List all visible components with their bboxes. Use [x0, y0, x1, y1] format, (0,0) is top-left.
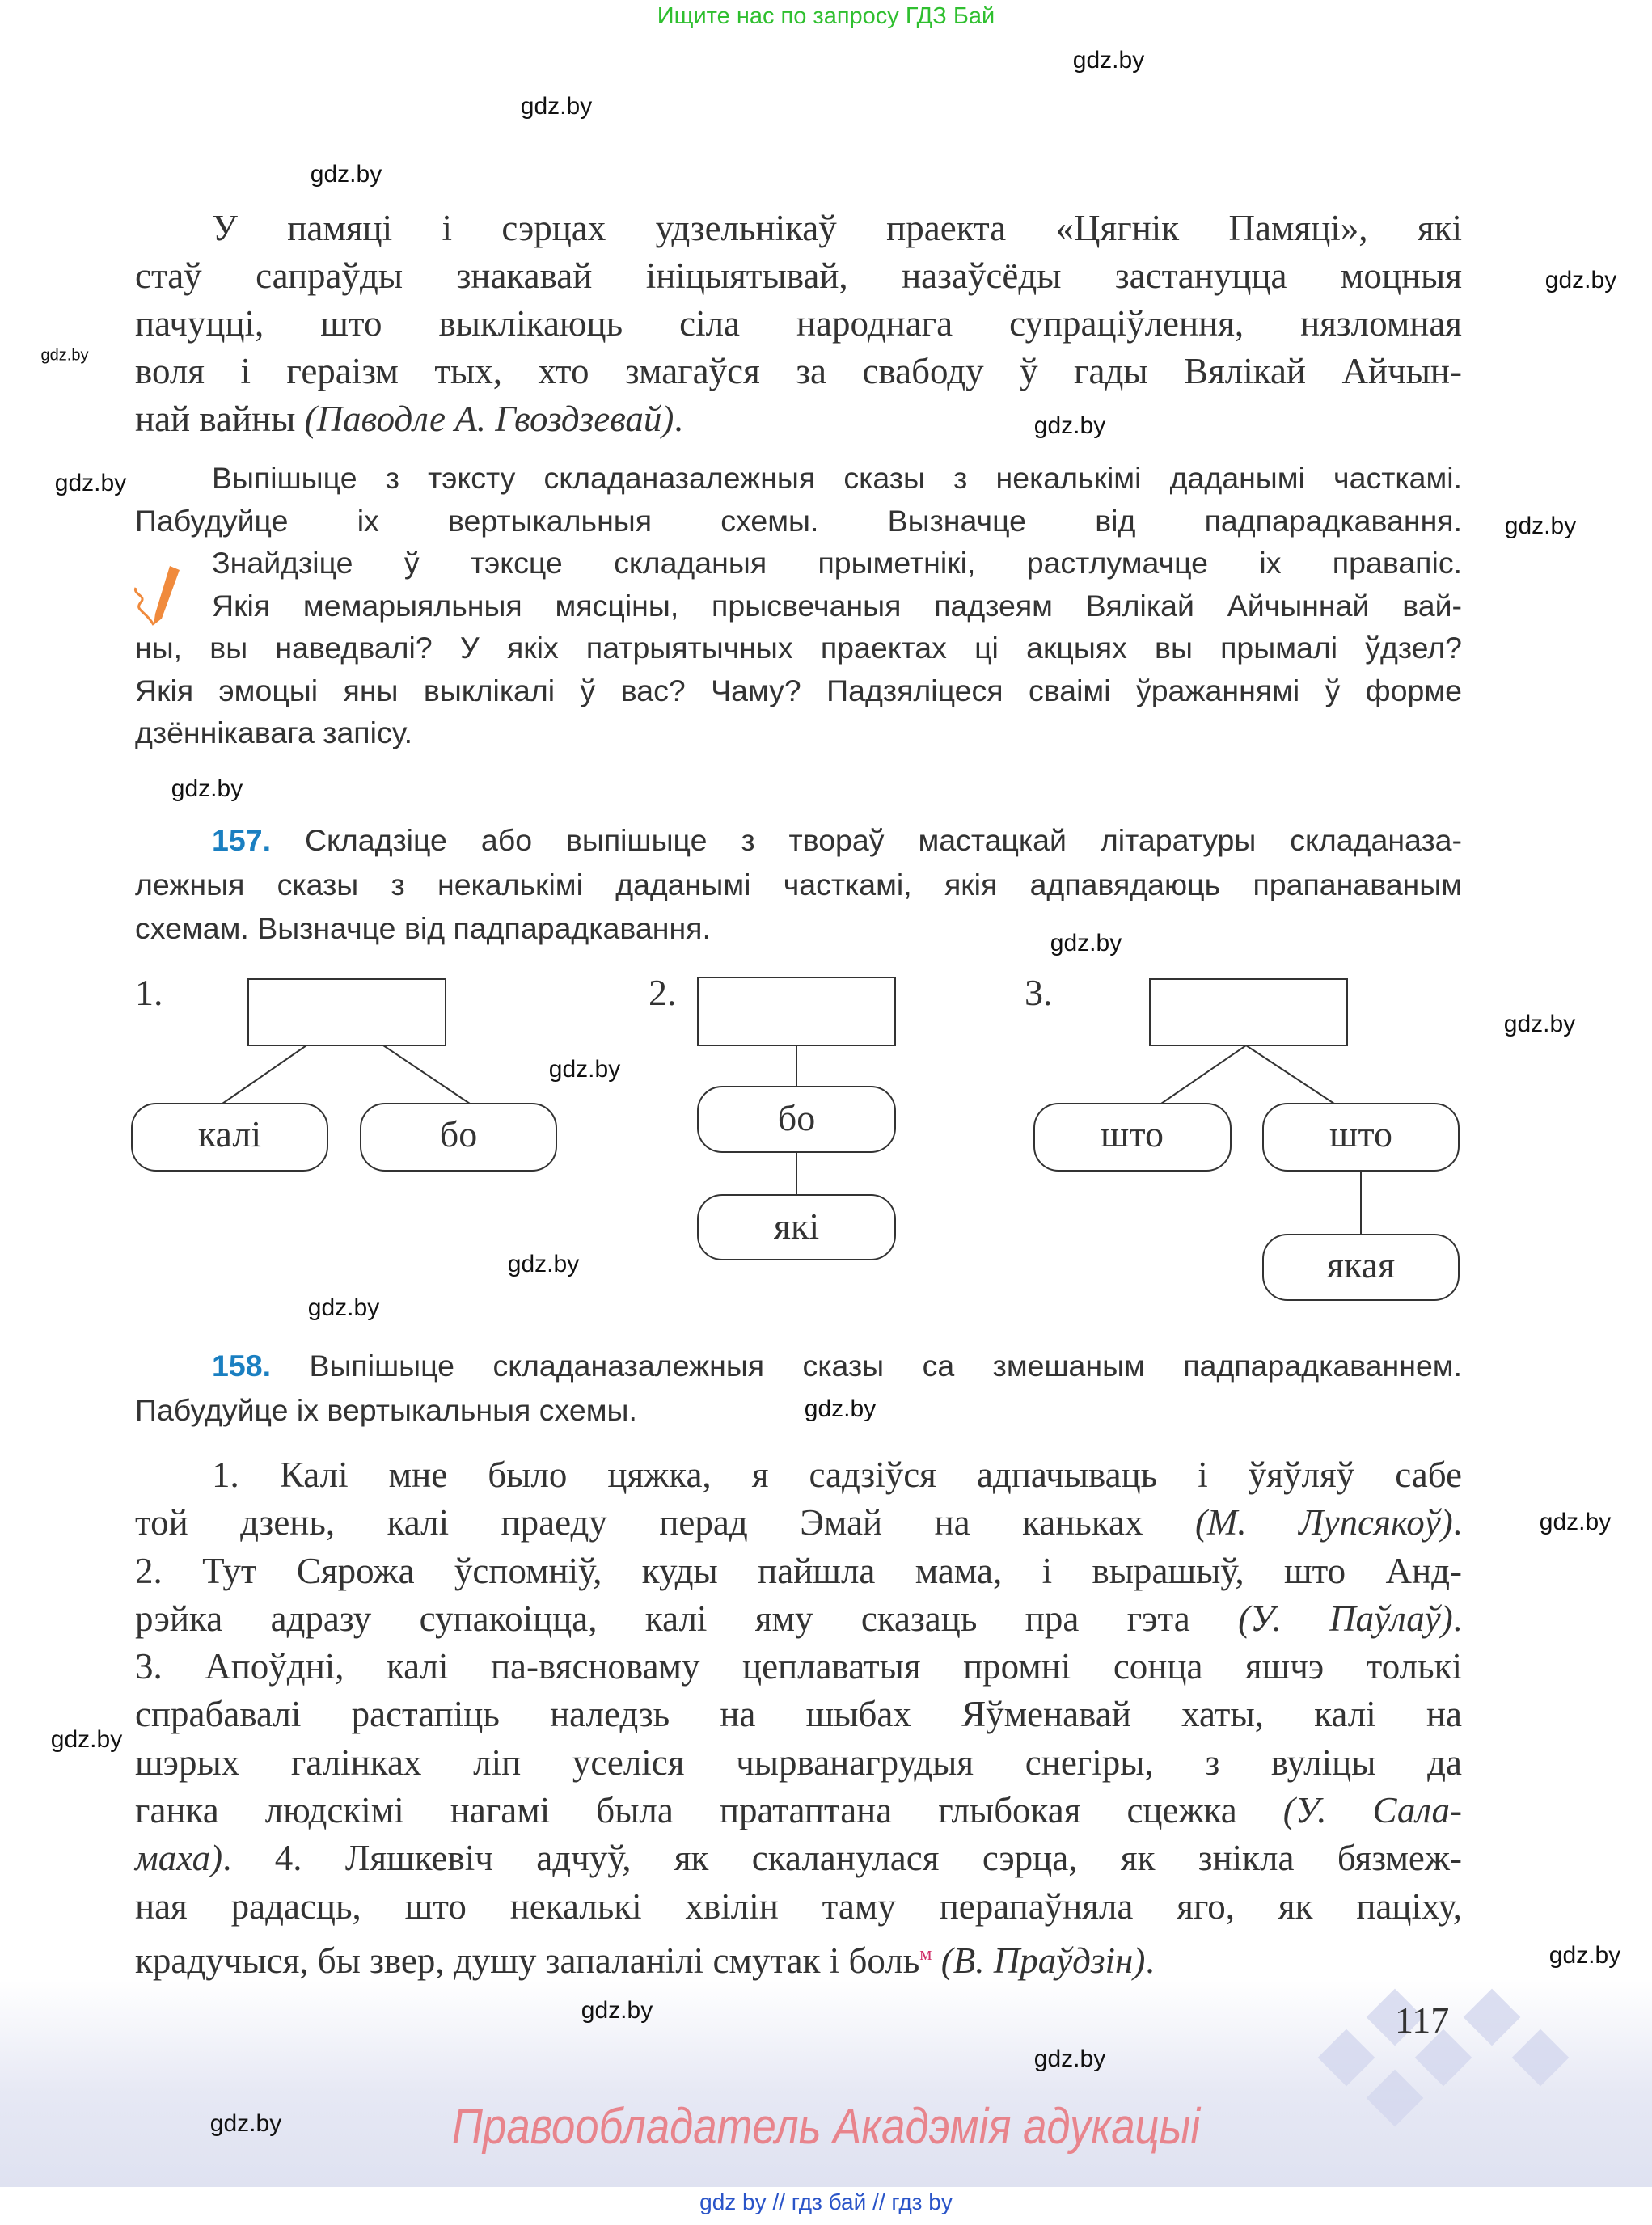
scheme-3-main-box: [1150, 979, 1347, 1045]
watermark: gdz.by: [54, 470, 127, 496]
sentences-line: [135, 1643, 1462, 1691]
sentences-line: [135, 1787, 1462, 1834]
author-citation: (Паводле А. Гвоздзевай): [304, 399, 674, 439]
sentences-line: [135, 1739, 1462, 1787]
watermark: gdz.by: [1503, 1011, 1576, 1037]
sentences-line: [135, 1547, 1462, 1595]
text-segment: крадучыся, бы звер, душу запаланілі смутак і боль: [135, 1940, 920, 1981]
pencil-icon: [129, 562, 194, 635]
author-citation: (У. Паўлаў): [1238, 1598, 1453, 1639]
text-segment: Складзіце або выпішыце з твораў мастацкай літаратуры складаназа-: [304, 823, 1463, 857]
watermark: gdz.by: [171, 775, 243, 802]
watermark: gdz.by: [520, 93, 593, 120]
sentences-line: [135, 1499, 1462, 1547]
exercise-157-line: [135, 906, 1462, 951]
intro-text: [135, 205, 1462, 443]
sentences-line: [135, 1451, 1462, 1499]
copyright-holder: Правообладатель Акадэмія адукацыі: [451, 2099, 1201, 2155]
text-segment: . 4. Ляшкевіч адчуў, як скаланулася сэрца, як знікла бязмеж-: [222, 1838, 1462, 1879]
text-segment: .: [1145, 1940, 1155, 1981]
bottom-links[interactable]: gdz by // гдз бай // гдз by: [699, 2189, 953, 2214]
text-segment: Выпішыце з тэксту складаназалежныя сказы з некалькімі даданымі часткамі.: [212, 461, 1462, 495]
exercise-158-line: [135, 1388, 1462, 1433]
author-citation: (В. Праўдзін): [940, 1940, 1146, 1981]
text-segment: лежныя сказы з некалькімі даданымі часткамі, якія адпавядаюць прапанаваным: [135, 867, 1462, 901]
text-segment: Пабудуйце іх вертыкальныя схемы.: [135, 1392, 637, 1427]
text-segment: .: [1452, 1598, 1462, 1639]
scheme-node-label: калі: [197, 1113, 262, 1155]
text-segment: шэрых галінках ліп уселіся чырванагрудыя снегіры, з вуліцы да: [135, 1742, 1462, 1783]
watermark: gdz.by: [1539, 1509, 1612, 1535]
text-segment: спрабавалі растапіць наледзь на шыбах Яўменавай хаты, калі на: [135, 1694, 1462, 1735]
text-segment: стаў сапраўды знакавай ініцыятывай, назаўсёды застануцца моцныя: [135, 255, 1462, 296]
text-segment: 1. Калі мне было цяжка, я садзіўся адпачываць і ўяўляў сабе: [212, 1454, 1462, 1495]
text-segment: 2. Тут Сярожа ўспомніў, куды пайшла мама, і вырашыў, што Анд-: [135, 1550, 1462, 1591]
text-segment: Выпішыце складаназалежныя сказы са змешаным падпарадкаваннем.: [309, 1349, 1463, 1383]
text-segment: рэйка адразу супакоіцца, калі яму сказаць пра гэта: [135, 1598, 1239, 1639]
author-citation: маха): [135, 1838, 223, 1879]
scheme-node-label: што: [1329, 1113, 1392, 1155]
exercise-number: 158.: [212, 1349, 271, 1383]
sentences-line: [135, 1595, 1462, 1643]
text-segment: най вайны: [135, 399, 305, 439]
watermark: gdz.by: [804, 1395, 877, 1422]
tasks-line: [135, 585, 1462, 627]
watermark: gdz.by: [1504, 513, 1577, 539]
scheme-node-label: бо: [777, 1097, 816, 1138]
text-segment: Якія эмоцыі яны выклікалі ў вас? Чаму? Падзяліцеся сваімі ўражаннямі ў форме: [135, 673, 1462, 707]
scheme-label: 1.: [135, 972, 163, 1013]
sentences-line: [135, 1883, 1462, 1931]
intro-line: [135, 348, 1462, 395]
text-segment: Пабудуйце іх вертыкальныя схемы. Вызначце від падпарадкавання.: [135, 503, 1462, 538]
page-number: 117: [1395, 1999, 1450, 2041]
exercise-number: 157.: [212, 823, 271, 857]
watermark: gdz.by: [1033, 412, 1106, 439]
sentences-line: [135, 1834, 1462, 1882]
scheme-node-label: што: [1101, 1113, 1164, 1155]
scheme-node-label: бо: [439, 1113, 478, 1155]
tasks-line: [135, 457, 1462, 500]
sentences-line: [135, 1691, 1462, 1738]
watermark: gdz.by: [209, 2110, 282, 2137]
text-segment: 3. Апоўдні, калі па-вясноваму цеплаватыя промні сонца яшчэ толькі: [135, 1646, 1462, 1687]
intro-line: [135, 252, 1462, 300]
top-search-note: Ищите нас по запросу ГДЗ Бай: [657, 3, 995, 29]
watermark: gdz.by: [310, 161, 382, 188]
exercise-157-line: [135, 863, 1462, 907]
tasks-line: [135, 669, 1462, 712]
scheme-label: 2.: [649, 972, 677, 1013]
tasks-line: [135, 627, 1462, 669]
tasks-line: [135, 500, 1462, 543]
tasks-text: [135, 457, 1462, 754]
watermark: gdz.by: [1050, 930, 1122, 956]
text-segment: .: [674, 399, 683, 439]
sentence-schemes: [0, 954, 1652, 1326]
text-segment: схемам. Вызначце від падпарадкавання.: [135, 911, 711, 945]
text-segment: той дзень, калі праеду перад Эмай на каньках: [135, 1502, 1195, 1543]
tasks-line: [135, 711, 1462, 754]
text-segment: Знайдзіце ў тэксце складаныя прыметнікі, растлумачце іх правапіс.: [212, 546, 1462, 580]
watermark: gdz.by: [1544, 267, 1617, 293]
scheme-node-label: якая: [1326, 1244, 1396, 1286]
text-segment: [932, 1940, 940, 1981]
author-citation: (У. Сала-: [1282, 1790, 1462, 1831]
text-segment: .: [1452, 1502, 1462, 1543]
text-segment: У памяці і сэрцах удзельнікаў праекта «Цягнік Памяці», які: [212, 208, 1462, 248]
text-segment: ная радасць, што некалькі хвілін таму перапаўняла яго, як паціху,: [135, 1885, 1462, 1927]
text-segment: ны, вы наведвалі? У якіх патрыятычных праектах ці акцыях вы прымалі ўдзел?: [135, 631, 1462, 665]
tasks-line: [135, 542, 1462, 585]
exercise-157-line: [135, 818, 1462, 863]
intro-line: [135, 395, 1462, 443]
author-citation: (М. Лупсякоў): [1194, 1502, 1453, 1543]
superscript-mark: м: [919, 1943, 932, 1965]
intro-line: [135, 205, 1462, 252]
watermark: gdz.by: [1072, 47, 1145, 74]
text-segment: Якія мемарыяльныя мясціны, прысвечаныя падзеям Вялікай Айчыннай вай-: [212, 588, 1462, 623]
watermark: gdz.by: [307, 1294, 380, 1321]
exercise-157: [135, 818, 1462, 951]
text-segment: дзённікавага запісу.: [135, 716, 413, 749]
exercise-158: [135, 1344, 1462, 1432]
scheme-label: 3.: [1025, 972, 1053, 1013]
exercise-158-line: [135, 1344, 1462, 1388]
scheme-2-main-box: [698, 977, 895, 1045]
scheme-1-main-box: [248, 979, 446, 1045]
scheme-node-label: які: [773, 1205, 820, 1247]
watermark: gdz.by: [1033, 2046, 1106, 2072]
sentences-line: [135, 1931, 1462, 1985]
text-segment: воля і гераізм тых, хто змагаўся за свабоду ў гады Вялікай Айчын-: [135, 351, 1462, 391]
watermark: gdz.by: [507, 1251, 580, 1277]
watermark: gdz.by: [50, 1726, 123, 1753]
watermark: gdz.by: [40, 346, 89, 365]
text-segment: ганка людскімі нагамі была пратаптана глыбокая сцежка: [135, 1790, 1283, 1831]
watermark: gdz.by: [548, 1056, 621, 1083]
watermark: gdz.by: [581, 1997, 653, 2024]
text-segment: пачуцці, што выклікаюць сіла народнага супраціўлення, нязломная: [135, 303, 1462, 344]
exercise-158-sentences: [135, 1451, 1462, 1985]
intro-line: [135, 300, 1462, 348]
watermark: gdz.by: [1548, 1942, 1621, 1969]
